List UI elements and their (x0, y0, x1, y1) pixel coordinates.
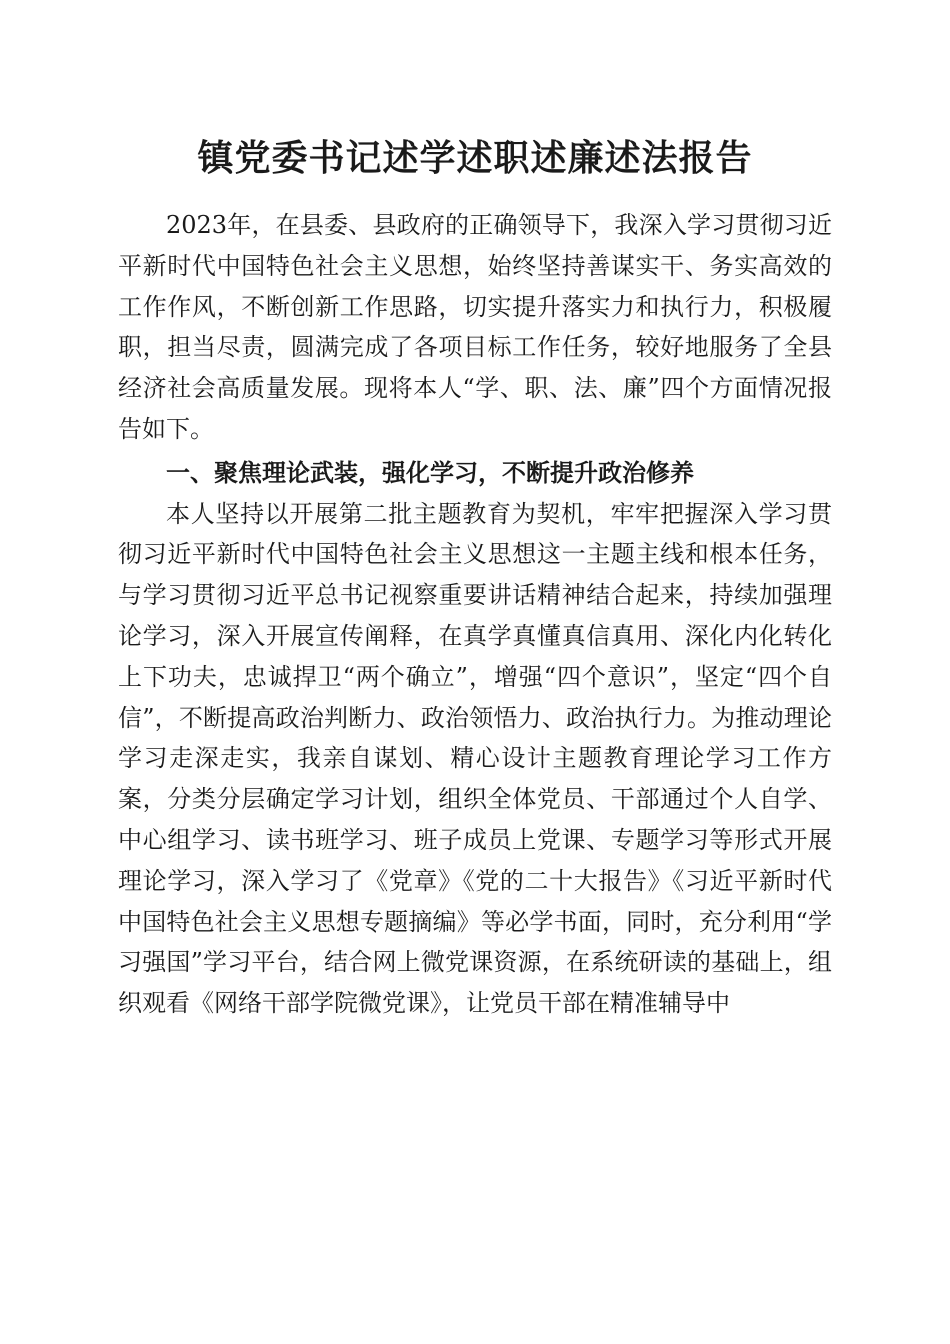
section-1-heading: 一、聚焦理论武装，强化学习，不断提升政治修养 (166, 458, 694, 487)
document-title: 镇党委书记述学述职述廉述法报告 (197, 137, 753, 179)
section-1-paragraph: 本人坚持以开展第二批主题教育为契机，牢牢把握深入学习贯彻习近平新时代中国特色社会主义思想这一主题主线和根本任务，与学习贯彻习近平总书记视察重要讲话精神结合起来，持续加强理论学习，深入开展宣传阐释，在真学真懂真信真用、深化内化转化上下功夫，忠诚捍卫“两个确立”，增强“四个意识”，坚定“四个自信”，不断提高政治判断力、政治领悟力、政治执行力。为推动理论学习走深走实，我亲自谋划、精心设计主题教育理论学习工作方案，分类分层确定学习计划，组织全体党员、干部通过个人自学、中心组学习、读书班学习、班子成员上党课、专题学习等形式开展理论学习，深入学习了《党章》《党的二十大报告》《习近平新时代中国特色社会主义思想专题摘编》等必学书面，同时，充分利用“学习强国”学习平台，结合网上微党课资源，在系统研读的基础上，组织观看《网络干部学院微党课》，让党员干部在精准辅导中 (118, 499, 832, 1018)
document-body (118, 205, 832, 1024)
intro-paragraph: 2023年，在县委、县政府的正确领导下，我深入学习贯彻习近平新时代中国特色社会主义思想，始终坚持善谋实干、务实高效的工作作风，不断创新工作思路，切实提升落实力和执行力，积极履职，担当尽责，圆满完成了各项目标工作任务，较好地服务了全县经济社会高质量发展。现将本人“学、职、法、廉”四个方面情况报告如下。 (118, 211, 832, 443)
